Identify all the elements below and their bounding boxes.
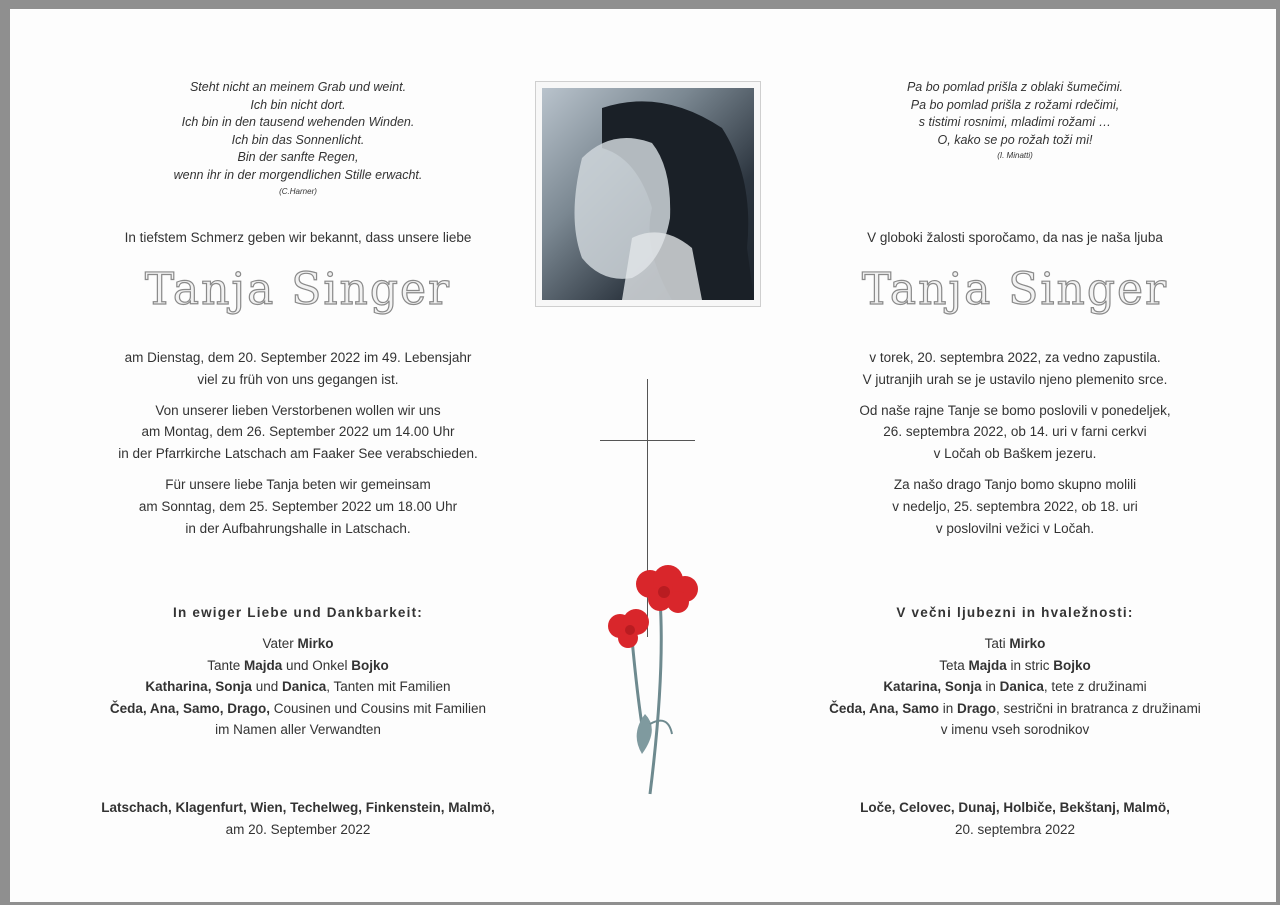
- details-paragraph: am Dienstag, dem 20. September 2022 im 49. Lebensjahr viel zu früh von uns gegangen ist.: [124, 350, 472, 387]
- obituary-sheet: [10, 9, 1276, 902]
- slovene-poem: [795, 79, 1235, 163]
- details-paragraph: Od naše rajne Tanje se bomo poslovili v ponedeljek, 26. septembra 2022, ob 14. uri v farni cerkvi v Ločah ob Baškem jezeru.: [859, 402, 1171, 462]
- carnation-flowers-image: [590, 554, 730, 799]
- german-poem: [78, 79, 518, 199]
- details-paragraph: v torek, 20. septembra 2022, za vedno zapustila. V jutranjih urah se je ustavilo njeno plemenito srce.: [862, 350, 1168, 387]
- slovene-place-date: [795, 797, 1235, 841]
- family-line: Čeda, Ana, Samo, Drago, Cousinen und Cousins mit Familien: [109, 700, 487, 716]
- family-line: Čeda, Ana, Samo in Drago, sestrični in bratranca z družinami: [829, 700, 1201, 716]
- poem-line: Ich bin nicht dort.: [250, 97, 346, 112]
- poem-line: s tistimi rosnimi, mladimi rožami …: [918, 115, 1112, 130]
- date: am 20. September 2022: [225, 822, 371, 837]
- family-line: Vater Mirko: [262, 636, 334, 651]
- slovene-details: [795, 347, 1235, 548]
- poem-line: O, kako se po rožah toži mi!: [937, 132, 1093, 147]
- poem-line: Bin der sanfte Regen,: [237, 150, 359, 165]
- details-paragraph: Za našo drago Tanjo bomo skupno molili v nedeljo, 25. septembra 2022, ob 18. uri v poslovilni vežici v Ločah.: [892, 476, 1138, 536]
- family-line: Tante Majda und Onkel Bojko: [207, 657, 389, 673]
- german-intro: In tiefstem Schmerz geben wir bekannt, dass unsere liebe: [124, 230, 472, 245]
- portrait-photo: [542, 88, 754, 300]
- details-paragraph: Von unserer lieben Verstorbenen wollen wir uns am Montag, dem 26. September 2022 um 14.00 Uhr in der Pfarrkirche Latschach am Faaker See verabschieden.: [118, 402, 478, 462]
- poem-author: (I. Minatti): [997, 151, 1033, 161]
- family-line: im Namen aller Verwandten: [215, 722, 381, 738]
- poem-line: Steht nicht an meinem Grab und weint.: [189, 80, 407, 94]
- deceased-name: Tanja Singer: [144, 264, 452, 315]
- family-line: Tati Mirko: [984, 636, 1046, 651]
- details-paragraph: Für unsere liebe Tanja beten wir gemeinsam am Sonntag, dem 25. September 2022 um 18.00 Uhr in der Aufbahrungshalle in Latschach.: [138, 476, 458, 536]
- family-line: v imenu vseh sorodnikov: [940, 722, 1090, 738]
- cross-horizontal-line: [600, 440, 695, 441]
- german-family-list: [78, 633, 518, 741]
- german-place-date: [78, 797, 518, 841]
- places: Loče, Celovec, Dunaj, Holbiče, Bekštanj, Malmö,: [860, 800, 1170, 815]
- portrait-frame: [535, 81, 761, 307]
- german-family-heading: In ewiger Liebe und Dankbarkeit:: [173, 605, 423, 620]
- date: 20. septembra 2022: [954, 822, 1076, 837]
- poem-line: Ich bin in den tausend wehenden Winden.: [181, 115, 415, 130]
- family-line: Katharina, Sonja und Danica, Tanten mit Familien: [145, 679, 451, 695]
- family-line: Teta Majda in stric Bojko: [939, 657, 1091, 673]
- german-details: [78, 347, 518, 548]
- slovene-family-list: [795, 633, 1235, 741]
- places: Latschach, Klagenfurt, Wien, Techelweg, Finkenstein, Malmö,: [101, 800, 495, 815]
- slovene-family-heading: V večni ljubezni in hvaležnosti:: [896, 605, 1134, 620]
- poem-line: Pa bo pomlad prišla z rožami rdečimi,: [910, 97, 1120, 112]
- family-line: Katarina, Sonja in Danica, tete z družinami: [883, 679, 1147, 695]
- slovene-intro: V globoki žalosti sporočamo, da nas je naša ljuba: [867, 230, 1163, 245]
- poem-line: Pa bo pomlad prišla z oblaki šumečimi.: [906, 80, 1124, 94]
- poem-line: Ich bin das Sonnenlicht.: [231, 132, 365, 147]
- poem-line: wenn ihr in der morgendlichen Stille erwacht.: [173, 167, 423, 182]
- deceased-name: Tanja Singer: [861, 264, 1169, 315]
- poem-author: (C.Harner): [279, 186, 317, 196]
